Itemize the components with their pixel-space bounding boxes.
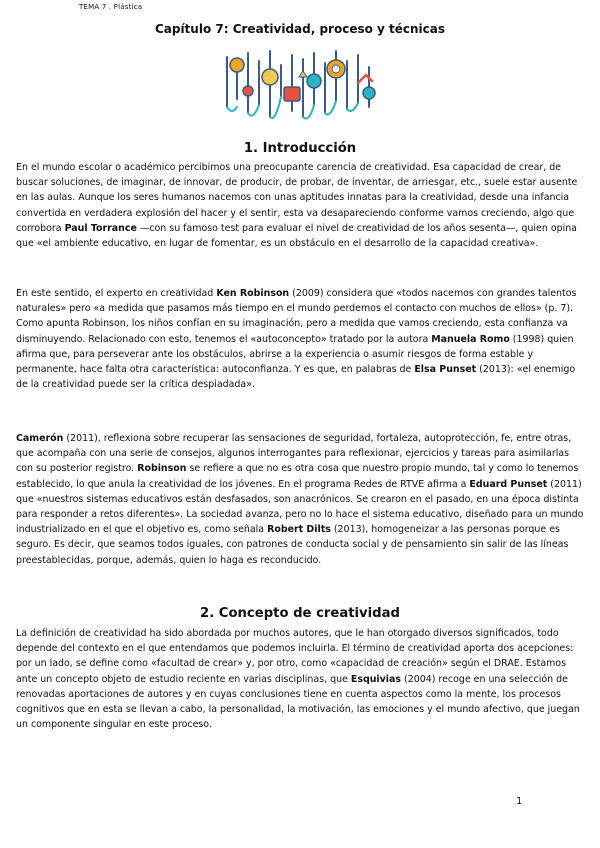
author-name: Esquivias <box>350 673 402 685</box>
text-run: La definición de creatividad ha sido abordada por muchos autores, que le han otorgado diversos significados, todo depende del contexto en el que entendamos que podemos incluirla. El término de creatividad aporta dos acepciones: por un lado, se define como «facultad de crear» y, por otro, como «capacidad de creación» según el DRAE. Estamos ante un concepto objeto de estudio reciente en varias disciplinas, que <box>16 628 574 685</box>
creativity-lightbulbs-icon <box>227 51 375 119</box>
text-run: En este sentido, el experto en creatividad <box>16 288 217 299</box>
author-name: Paul Torrance <box>64 222 137 234</box>
author-name: Robinson <box>137 463 187 475</box>
paragraph <box>16 286 587 392</box>
section-heading-introduccion: 1. Introducción <box>243 141 357 156</box>
paragraph <box>16 160 587 251</box>
text-run: (1998) quien afirma que, para perseverar ante los obstáculos, abrirse a la experiencia o asumir riesgos de forma estable y permanente, hace falta otra característica: autoconfianza. Y es que, en palabras de <box>16 333 574 376</box>
chapter-title: Capítulo 7: Creatividad, proceso y técnicas <box>154 22 446 36</box>
author-name: Manuela Romo <box>431 333 510 345</box>
paragraph <box>16 431 587 568</box>
running-header: TEMA 7 . Plástica <box>79 3 143 11</box>
creativity-illustration <box>221 47 379 125</box>
text-run: —con su famoso test para evaluar el nivel de creatividad de los años sesenta—, quien opina que «el ambiente educativo, en lugar de fomentar, es un obstáculo en el desarrollo de la capacidad creativa». <box>16 222 577 250</box>
author-name: Robert Dilts <box>267 524 331 536</box>
text-run: (2009) considera que «todos nacemos con grandes talentos naturales» pero «a medida que pasamos más tiempo en el mundo perdemos el contacto con muchos de ellos» (p. 7). Como apunta Robinson, los niños confían en su imaginación, pero a medida que vamos creciendo, esta confianza va disminuyendo. Relacionado con esto, tenemos el «autoconcepto» tratado por la autora <box>16 288 577 345</box>
page-number: 1 <box>516 796 523 807</box>
paragraph <box>16 626 587 732</box>
text-run: En el mundo escolar o académico percibimos una preocupante carencia de creatividad. Esa capacidad de crear, de buscar soluciones, de imaginar, de innovar, de producir, de probar, de inventar, de arriesgar, etc., suele estar ausente en las aulas. Aunque los seres humanos nacemos con unas aptitudes innatas para la creatividad, desde una infancia convertida en verdadera explosión del hacer y el sentir, esta va desapareciendo conforme vamos creciendo, algo que corrobora <box>16 162 578 234</box>
author-name: Elsa Punset <box>414 364 477 376</box>
text-run: (2013): «el enemigo de la creatividad puede ser la crítica despiadada». <box>16 364 576 391</box>
author-name: Ken Robinson <box>216 288 290 299</box>
text-run: (2011) que «nuestros sistemas educativos están desfasados, son anacrónicos. Se crearon en el pasado, en una época distinta para responder a retos diferentes». La sociedad avanza, pero no lo hace el sistema educativo, diseñado para un mundo industrializado en el que el objetivo es, como señala <box>16 478 584 536</box>
text-run: (2004) recoge en una selección de renovadas aportaciones de autores y en cuyas conclusiones tiene en cuenta aspectos como la mente, los procesos cognitivos que en esta se llevan a cabo, la personalidad, la motivación, las emociones y el mundo afectivo, que juegan un componente singular en este proceso. <box>16 673 580 731</box>
author-name: Camerón <box>16 433 64 444</box>
text-run: se refiere a que no es otra cosa que nuestro propio mundo, tal y como lo tenemos establecido, lo que anula la creatividad de los jóvenes. En el programa Redes de RTVE afirma a <box>16 463 579 490</box>
text-run: (2013), homogeneizar a las personas porque es seguro. Es decir, que seamos todos iguales, con patrones de conducta social y de pensamiento sin salir de las líneas preestablecidas, porque, además, quien lo haga es reconducido. <box>16 524 569 566</box>
author-name: Eduard Punset <box>469 478 548 490</box>
section-heading-concepto: 2. Concepto de creatividad <box>200 606 400 621</box>
text-run: (2011), reflexiona sobre recuperar las sensaciones de seguridad, fortaleza, autoprotección, fe, entre otras, que acompaña con una serie de consejos, algunos interrogantes para reflexionar, ejercicios y tareas para asimilarlas con su posterior registro. <box>16 433 572 475</box>
